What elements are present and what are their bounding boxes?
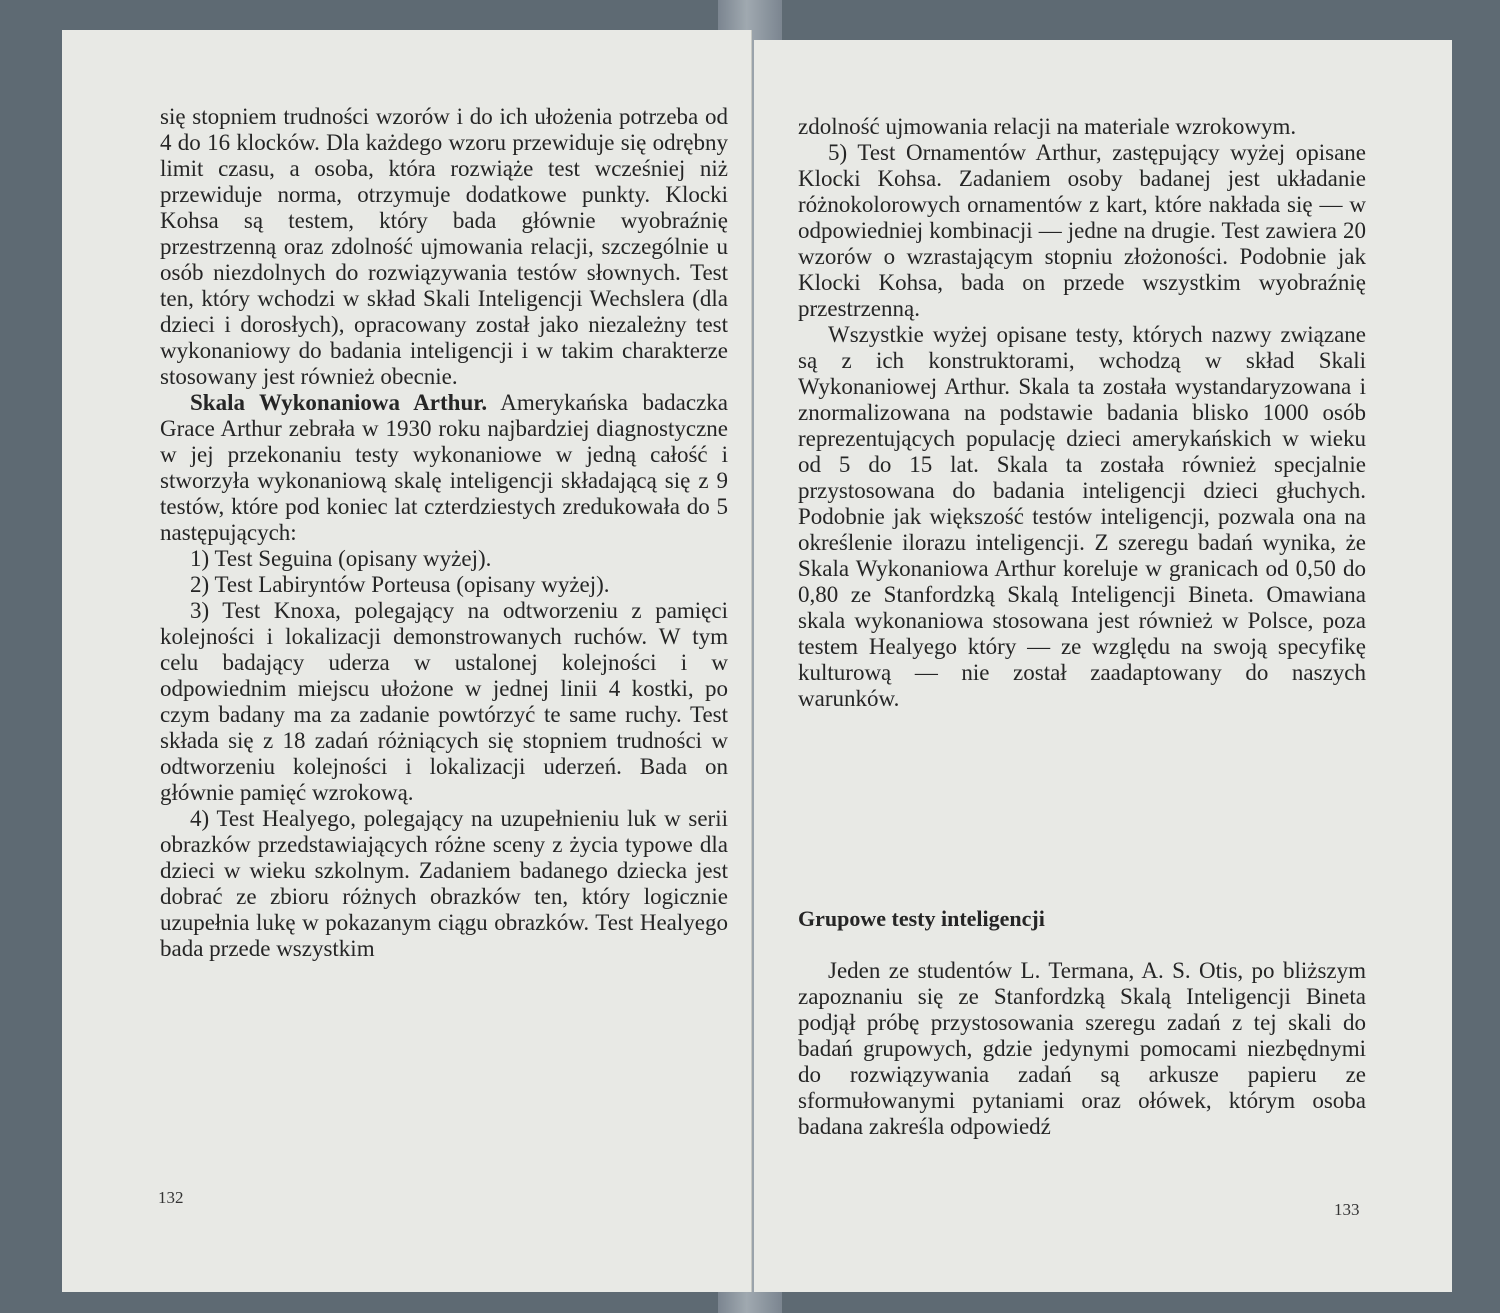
list-item: 1) Test Seguina (opisany wyżej).	[190, 546, 492, 571]
list-item: 3) Test Knoxa, polegający na odtworzeniu z pamięci kolejności i lokalizacji demonstrowanych ruchów. W tym celu badający uderza w ustalonej kolejności i w odpowiednim miejscu ułożone w jednej linii 4 kostki, po czym badany ma za zadanie powtórzyć te same ruchy. Test składa się z 18 zadań różniących się stopniem trudności w odtworzeniu kolejności i lokalizacji uderzeń. Bada on głównie pamięć wzrokową.	[160, 598, 728, 805]
paragraph: zdolność ujmowania relacji na materiale wzrokowym.	[798, 114, 1297, 139]
section-lead: Skala Wykonaniowa Arthur.	[190, 390, 488, 415]
paragraph: się stopniem trudności wzorów i do ich ułożenia potrzeba od 4 do 16 klocków. Dla każdego wzoru przewiduje się odrębny limit czasu, a osoba, która rozwiąże test wcześniej niż przewiduje norma, otrzymuje dodatkowe punkty. Klocki Kohsa są testem, który bada głównie wyobraźnię przestrzenną oraz zdolność ujmowania relacji, szczególnie u osób niezdolnych do rozwiązywania testów słownych. Test ten, który wchodzi w skład Skali Inteligencji Wechslera (dla dzieci i dorosłych), opracowany został jako niezależny test wykonaniowy do badania inteligencji i w takim charakterze stosowany jest również obecnie.	[160, 104, 728, 389]
left-page	[62, 30, 752, 1292]
paragraph: Wszystkie wyżej opisane testy, których nazwy związane są z ich konstruktorami, wchodzą w skład Skali Wykonaniowej Arthur. Skala ta została wystandaryzowana i znormalizowana na podstawie badania blisko 1000 osób reprezentujących populację dzieci amerykańskich w wieku od 5 do 15 lat. Skala ta została również specjalnie przystosowana do badania inteligencji dzieci głuchych. Podobnie jak większość testów inteligencji, pozwala ona na określenie ilorazu inteligencji. Z szeregu badań wynika, że Skala Wykonaniowa Arthur koreluje w granicach od 0,50 do 0,80 ze Stanfordzką Skalą Inteligencji Bineta. Omawiana skala wykonaniowa stosowana jest również w Polsce, poza testem Healyego który — ze względu na swoją specyfikę kulturową — nie został zaadaptowany do naszych warunków.	[798, 322, 1366, 711]
right-page-text	[798, 114, 1366, 712]
paragraph: 5) Test Ornamentów Arthur, zastępujący wyżej opisane Klocki Kohsa. Zadaniem osoby badanej jest układanie różnokolorowych ornamentów z kart, które nakłada się — w odpowiedniej kombinacji — jedne na drugie. Test zawiera 20 wzorów o wzrastającym stopniu złożoności. Podobnie jak Klocki Kohsa, bada on przede wszystkim wyobraźnię przestrzenną.	[798, 140, 1366, 321]
left-page-text	[160, 104, 728, 962]
paragraph	[160, 390, 728, 546]
page-number: 133	[1334, 1200, 1360, 1219]
section-heading: Grupowe testy inteligencji	[798, 906, 1045, 931]
right-page	[754, 40, 1452, 1292]
section-text: Amerykańska badaczka Grace Arthur zebrała w 1930 roku najbardziej diagnostyczne w jej przekonaniu testy wykonaniowe w jedną całość i stworzyła wykonaniową skalę inteligencji składającą się z 9 testów, które pod koniec lat czterdziestych zredukowała do 5 następujących:	[160, 390, 729, 545]
list-item: 4) Test Healyego, polegający na uzupełnieniu luk w serii obrazków przedstawiających różne sceny z życia typowe dla dzieci w wieku szkolnym. Zadaniem badanego dziecka jest dobrać ze zbioru różnych obrazków ten, który logicznie uzupełnia lukę w pokazanym ciągu obrazków. Test Healyego bada przede wszystkim	[160, 806, 728, 961]
list-item: 2) Test Labiryntów Porteusa (opisany wyżej).	[190, 572, 610, 597]
right-page-text-after-heading	[798, 958, 1366, 1140]
page-number: 132	[158, 1188, 184, 1207]
paragraph: Jeden ze studentów L. Termana, A. S. Otis, po bliższym zapoznaniu się ze Stanfordzką Skalą Inteligencji Bineta podjął próbę przystosowania szeregu zadań z tej skali do badań grupowych, gdzie jedynymi pomocami niezbędnymi do rozwiązywania zadań są arkusze papieru ze sformułowanymi pytaniami oraz ołówek, którym osoba badana zakreśla odpowiedź	[798, 958, 1366, 1139]
